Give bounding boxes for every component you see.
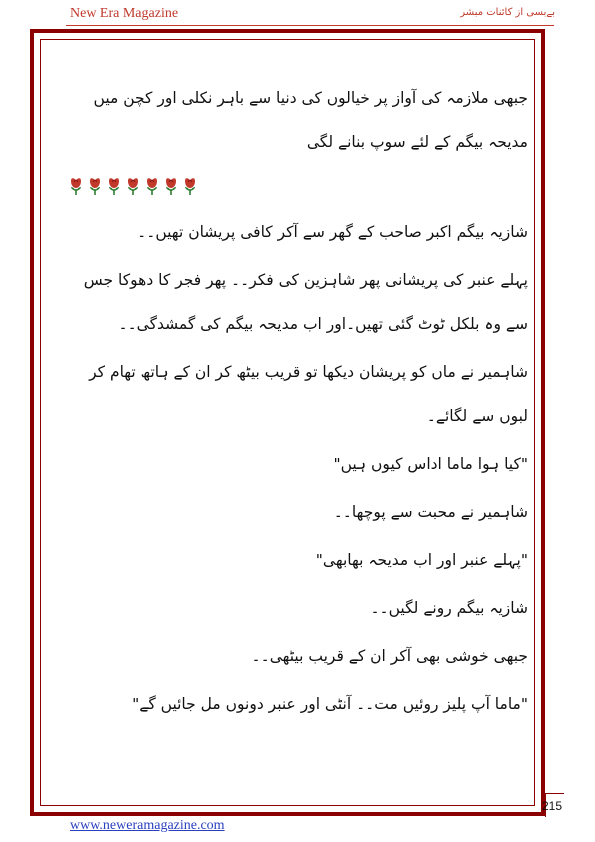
paragraph: پہلے عنبر کی پریشانی پھر شاہزین کی فکر۔۔ پھر فجر کا دھوکا جس سے وہ بلکل ٹوٹ گئی تھیں۔اور اب مدیحہ بیگم کی گمشدگی۔۔ <box>83 271 528 333</box>
rose-icon <box>163 176 179 196</box>
paragraph: "کیا ہوا ماما اداس کیوں ہیں" <box>333 455 528 473</box>
paragraph: شازیہ بیگم رونے لگیں۔۔ <box>370 599 528 617</box>
rose-icon <box>68 176 84 196</box>
paragraph: شاہمیر نے ماں کو پریشان دیکھا تو قریب بیٹھ کر ان کے ہاتھ تھام کر لبوں سے لگائے۔ <box>89 363 528 425</box>
rose-icon <box>106 176 122 196</box>
paragraph: شاہمیر نے محبت سے پوچھا۔۔ <box>333 503 528 521</box>
header-rule <box>66 25 554 26</box>
paragraph: شازیہ بیگم اکبر صاحب کے گھر سے آکر کافی پریشان تھیں۔۔ <box>137 223 528 241</box>
rose-icon <box>144 176 160 196</box>
novel-title: بےبسی از کائنات مبشر <box>460 7 555 18</box>
paragraph: "پہلے عنبر اور اب مدیحہ بھابھی" <box>315 551 528 569</box>
rose-icon <box>125 176 141 196</box>
rose-divider <box>68 168 528 204</box>
paragraph: "ماما آپ پلیز روئیں مت۔۔ آنٹی اور عنبر دونوں مل جائیں گے" <box>132 695 528 713</box>
rose-icon <box>87 176 103 196</box>
magazine-title: New Era Magazine <box>70 6 179 21</box>
page-number: 215 <box>541 799 562 813</box>
paragraph: جبھی ملازمہ کی آواز پر خیالوں کی دنیا سے باہر نکلی اور کچن میں مدیحہ بیگم کے لئے سوپ بنانے لگی <box>93 89 528 151</box>
story-text <box>68 76 528 730</box>
rose-icon <box>182 176 198 196</box>
footer-website-link[interactable]: www.neweramagazine.com <box>70 818 225 833</box>
paragraph: جبھی خوشی بھی آکر ان کے قریب بیٹھی۔۔ <box>251 647 528 665</box>
